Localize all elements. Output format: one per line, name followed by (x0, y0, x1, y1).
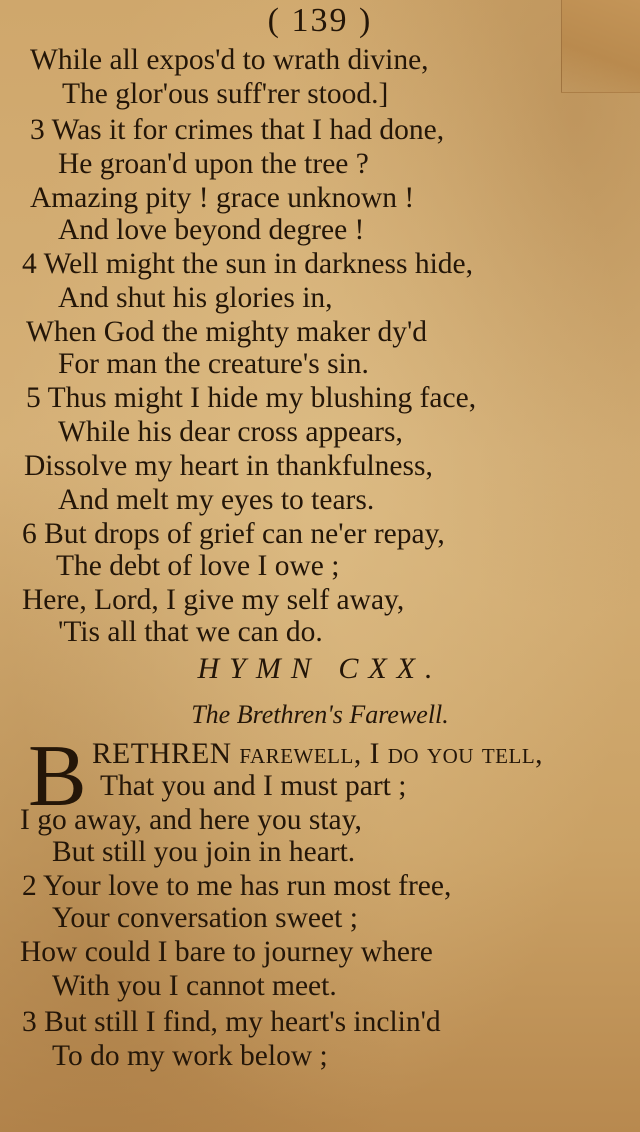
verse-line: He groan'd upon the tree ? (58, 148, 369, 180)
verse-line: With you I cannot meet. (52, 970, 337, 1002)
verse-line: Amazing pity ! grace unknown ! (30, 182, 415, 214)
page-number: ( 139 ) (267, 2, 373, 39)
verse-line: For man the creature's sin. (58, 348, 369, 380)
verse-line: When God the mighty maker dy'd (26, 316, 428, 348)
verse-line: That you and I must part ; (100, 770, 407, 802)
drop-cap: B (28, 728, 87, 825)
verse-line: And melt my eyes to tears. (58, 484, 375, 516)
verse-line: 'Tis all that we can do. (58, 616, 323, 648)
verse-line: Your conversation sweet ; (52, 902, 358, 934)
verse-line: The glor'ous suff'rer stood.] (62, 78, 389, 110)
verse-line: But still you join in heart. (52, 836, 356, 868)
verse-line: And shut his glories in, (58, 282, 333, 314)
verse-line: 6 But drops of grief can ne'er repay, (22, 518, 445, 550)
verse-line: 2 Your love to me has run most free, (22, 870, 452, 902)
verse-line: How could I bare to journey where (20, 936, 433, 968)
verse-line: And love beyond degree ! (58, 214, 365, 246)
verse-line: While his dear cross appears, (58, 416, 403, 448)
verse-line: The debt of love I owe ; (56, 550, 340, 582)
verse-line: Dissolve my heart in thankfulness, (24, 450, 433, 482)
verse-line: 3 But still I find, my heart's inclin'd (22, 1006, 441, 1038)
hymn-title: HYMN CXX. (197, 652, 443, 685)
verse-line: While all expos'd to wrath divine, (30, 44, 429, 76)
verse-line: 3 Was it for crimes that I had done, (30, 114, 445, 146)
hymn-subtitle: The Brethren's Farewell. (191, 700, 449, 729)
verse-line: 5 Thus might I hide my blushing face, (26, 382, 477, 414)
verse-line: To do my work below ; (52, 1040, 328, 1072)
verse-line: Here, Lord, I give my self away, (22, 584, 405, 616)
verse-line: 4 Well might the sun in darkness hide, (22, 248, 473, 280)
verse-line: I go away, and here you stay, (20, 804, 362, 836)
verse-line: RETHREN farewell, I do you tell, (92, 738, 544, 770)
